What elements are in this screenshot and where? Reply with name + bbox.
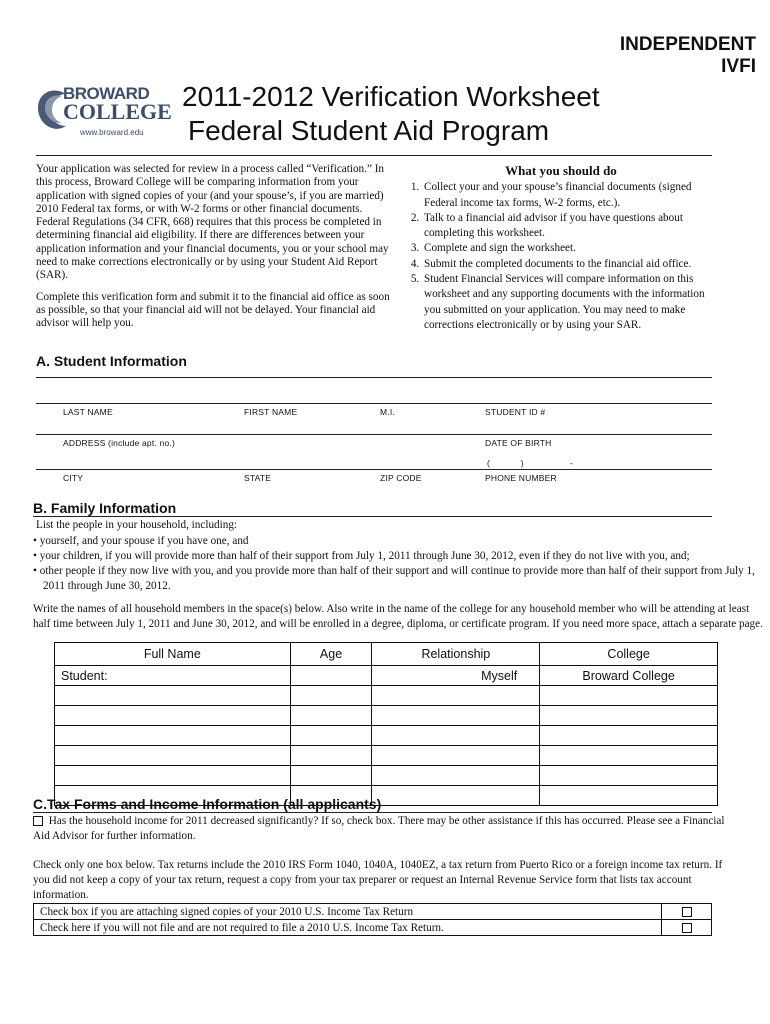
form-code	[620, 34, 756, 78]
step-item: 2. Talk to a financial aid advisor if you have questions about completing this worksheet.	[422, 211, 719, 242]
table-header-row	[55, 643, 718, 666]
student-name-cell[interactable]: Student:	[55, 666, 291, 686]
student-id-label: STUDENT ID #	[485, 407, 546, 417]
table-row	[55, 686, 718, 706]
attaching-return-checkbox[interactable]	[682, 907, 692, 917]
college-cell[interactable]	[540, 686, 718, 706]
relationship-cell[interactable]	[372, 786, 540, 806]
income-decrease-checkbox[interactable]	[33, 816, 43, 826]
name-cell[interactable]	[55, 766, 291, 786]
step-item: 4. Submit the completed documents to the financial aid office.	[422, 257, 719, 272]
broward-college-logo	[36, 84, 170, 140]
what-you-should-do-heading: What you should do	[505, 163, 617, 178]
last-name-label: LAST NAME	[63, 407, 113, 417]
not-filing-text: Check here if you will not file and are not required to file a 2010 U.S. Income Tax Return.	[34, 920, 662, 936]
student-college-cell: Broward College	[540, 666, 718, 686]
field-line	[36, 434, 712, 435]
first-name-label: FIRST NAME	[244, 407, 298, 417]
household-instructions: Write the names of all household members in the space(s) below. Also write in the name of the college for any household member who will be attending at least half time between July 1, 2011 and June 30, 2012, and will be enrolled in a degree, diploma, or certificate program. If you need more space, attach a separate page.	[33, 603, 763, 630]
state-label: STATE	[244, 473, 272, 483]
name-cell[interactable]	[55, 726, 291, 746]
age-cell[interactable]	[290, 706, 372, 726]
table-row	[55, 746, 718, 766]
relationship-cell[interactable]	[372, 746, 540, 766]
col-age: Age	[290, 643, 372, 666]
section-c-title: C.Tax Forms and Income Information (all applicants)	[33, 796, 382, 812]
college-cell[interactable]	[540, 706, 718, 726]
relationship-cell[interactable]	[372, 706, 540, 726]
phone-input-mask[interactable]: ( ) -	[487, 458, 573, 468]
tax-return-options	[33, 903, 712, 936]
table-row	[55, 726, 718, 746]
college-cell[interactable]	[540, 786, 718, 806]
intro-paragraph-1: Your application was selected for review in a process called “Verification.” In this process, Broward College will be comparing information from your application with signed copies of your (and your spouse’s, if you are married) 2010 Federal tax forms, or with W-2 forms or other financial documents. Federal Regulations (34 CFR, 668) requires that this process be completed in determining financial aid eligibility. If there are differences between your application information and your financial documents, you or your school may need to make corrections electronically or by using your Student Aid Report (SAR).	[36, 163, 389, 282]
title-line-1: 2011-2012 Verification Worksheet	[182, 81, 600, 112]
bullet-item: • other people if they now live with you, and you provide more than half of their support and will continue to provide more than half of their support from July 1, 2011 through June 30, 2012.	[33, 565, 755, 592]
age-cell[interactable]	[290, 726, 372, 746]
city-label: CITY	[63, 473, 84, 483]
form-type: INDEPENDENT	[619, 34, 756, 55]
col-full-name: Full Name	[55, 643, 291, 666]
mi-label: M.I.	[380, 407, 395, 417]
title-line-2: Federal Student Aid Program	[188, 115, 550, 146]
relationship-cell[interactable]	[372, 726, 540, 746]
income-decrease-text: Has the household income for 2011 decreased significantly? If so, check box. There may be other assistance if this has occurred. Please see a Financial Aid Advisor for further information.	[33, 815, 725, 842]
divider	[36, 377, 712, 378]
household-table	[54, 642, 718, 806]
col-college: College	[540, 643, 718, 666]
age-cell[interactable]	[290, 766, 372, 786]
col-relationship: Relationship	[372, 643, 540, 666]
form-id: IVFI	[721, 56, 756, 77]
step-item: 1. Collect your and your spouse’s financial documents (signed Federal income tax forms, W-2 forms, etc.).	[422, 180, 719, 211]
step-item: 5. Student Financial Services will compare information on this worksheet and any supporting documents with the information you submitted on your application. You may need to make corrections electronically or by using your SAR.	[422, 272, 719, 333]
bullet-item: • yourself, and your spouse if you have one, and	[33, 535, 249, 547]
student-relationship-cell: Myself	[372, 666, 540, 686]
divider	[33, 516, 712, 517]
table-row	[55, 766, 718, 786]
age-cell[interactable]	[290, 746, 372, 766]
logo-url: www.broward.edu	[80, 128, 144, 137]
page-title	[182, 80, 600, 148]
relationship-cell[interactable]	[372, 686, 540, 706]
zip-code-label: ZIP CODE	[380, 473, 422, 483]
intro-paragraph-2: Complete this verification form and submit it to the financial aid office as soon as possible, so that your financial aid will not be delayed. Your financial aid advisor will help you.	[36, 290, 390, 330]
name-cell[interactable]	[55, 706, 291, 726]
not-filing-checkbox[interactable]	[682, 923, 692, 933]
tax-option-row	[34, 904, 712, 920]
bullet-item: • your children, if you will provide more than half of their support from July 1, 2011 through June 30, 2012, even if they do not live with you, and;	[33, 550, 690, 562]
table-row	[55, 666, 718, 686]
field-line	[36, 469, 712, 470]
step-item: 3. Complete and sign the worksheet.	[422, 241, 719, 256]
college-cell[interactable]	[540, 766, 718, 786]
age-cell[interactable]	[290, 686, 372, 706]
student-age-cell[interactable]	[290, 666, 372, 686]
table-row	[55, 706, 718, 726]
divider	[33, 812, 712, 813]
name-cell[interactable]	[55, 746, 291, 766]
household-bullets	[33, 534, 763, 594]
what-you-should-do	[403, 163, 719, 333]
college-cell[interactable]	[540, 746, 718, 766]
logo-word-broward: BROWARD	[63, 84, 150, 103]
phone-number-label: PHONE NUMBER	[485, 473, 557, 483]
address-label: ADDRESS (include apt. no.)	[63, 438, 175, 448]
logo-word-college: COLLEGE	[63, 99, 172, 124]
not-filing-cell	[662, 920, 712, 936]
field-line	[36, 403, 712, 404]
tax-return-instructions: Check only one box below. Tax returns include the 2010 IRS Form 1040, 1040A, 1040EZ, a tax return from Puerto Rico or a foreign income tax return. If you did not keep a copy of your tax return, request a copy from your tax preparer or request an Internal Revenue Service form that lists tax account information.	[33, 859, 723, 901]
section-a-title: A. Student Information	[36, 353, 187, 369]
section-b-title: B. Family Information	[33, 500, 177, 516]
tax-option-row	[34, 920, 712, 936]
name-cell[interactable]	[55, 686, 291, 706]
college-cell[interactable]	[540, 726, 718, 746]
relationship-cell[interactable]	[372, 766, 540, 786]
divider	[36, 155, 712, 156]
income-decrease-row	[33, 814, 733, 844]
date-of-birth-label: DATE OF BIRTH	[485, 438, 552, 448]
attaching-return-text: Check box if you are attaching signed copies of your 2010 U.S. Income Tax Return	[34, 904, 662, 920]
attaching-return-cell	[662, 904, 712, 920]
steps-list	[403, 180, 719, 333]
intro-text	[36, 163, 398, 339]
household-intro: List the people in your household, including:	[36, 519, 238, 531]
